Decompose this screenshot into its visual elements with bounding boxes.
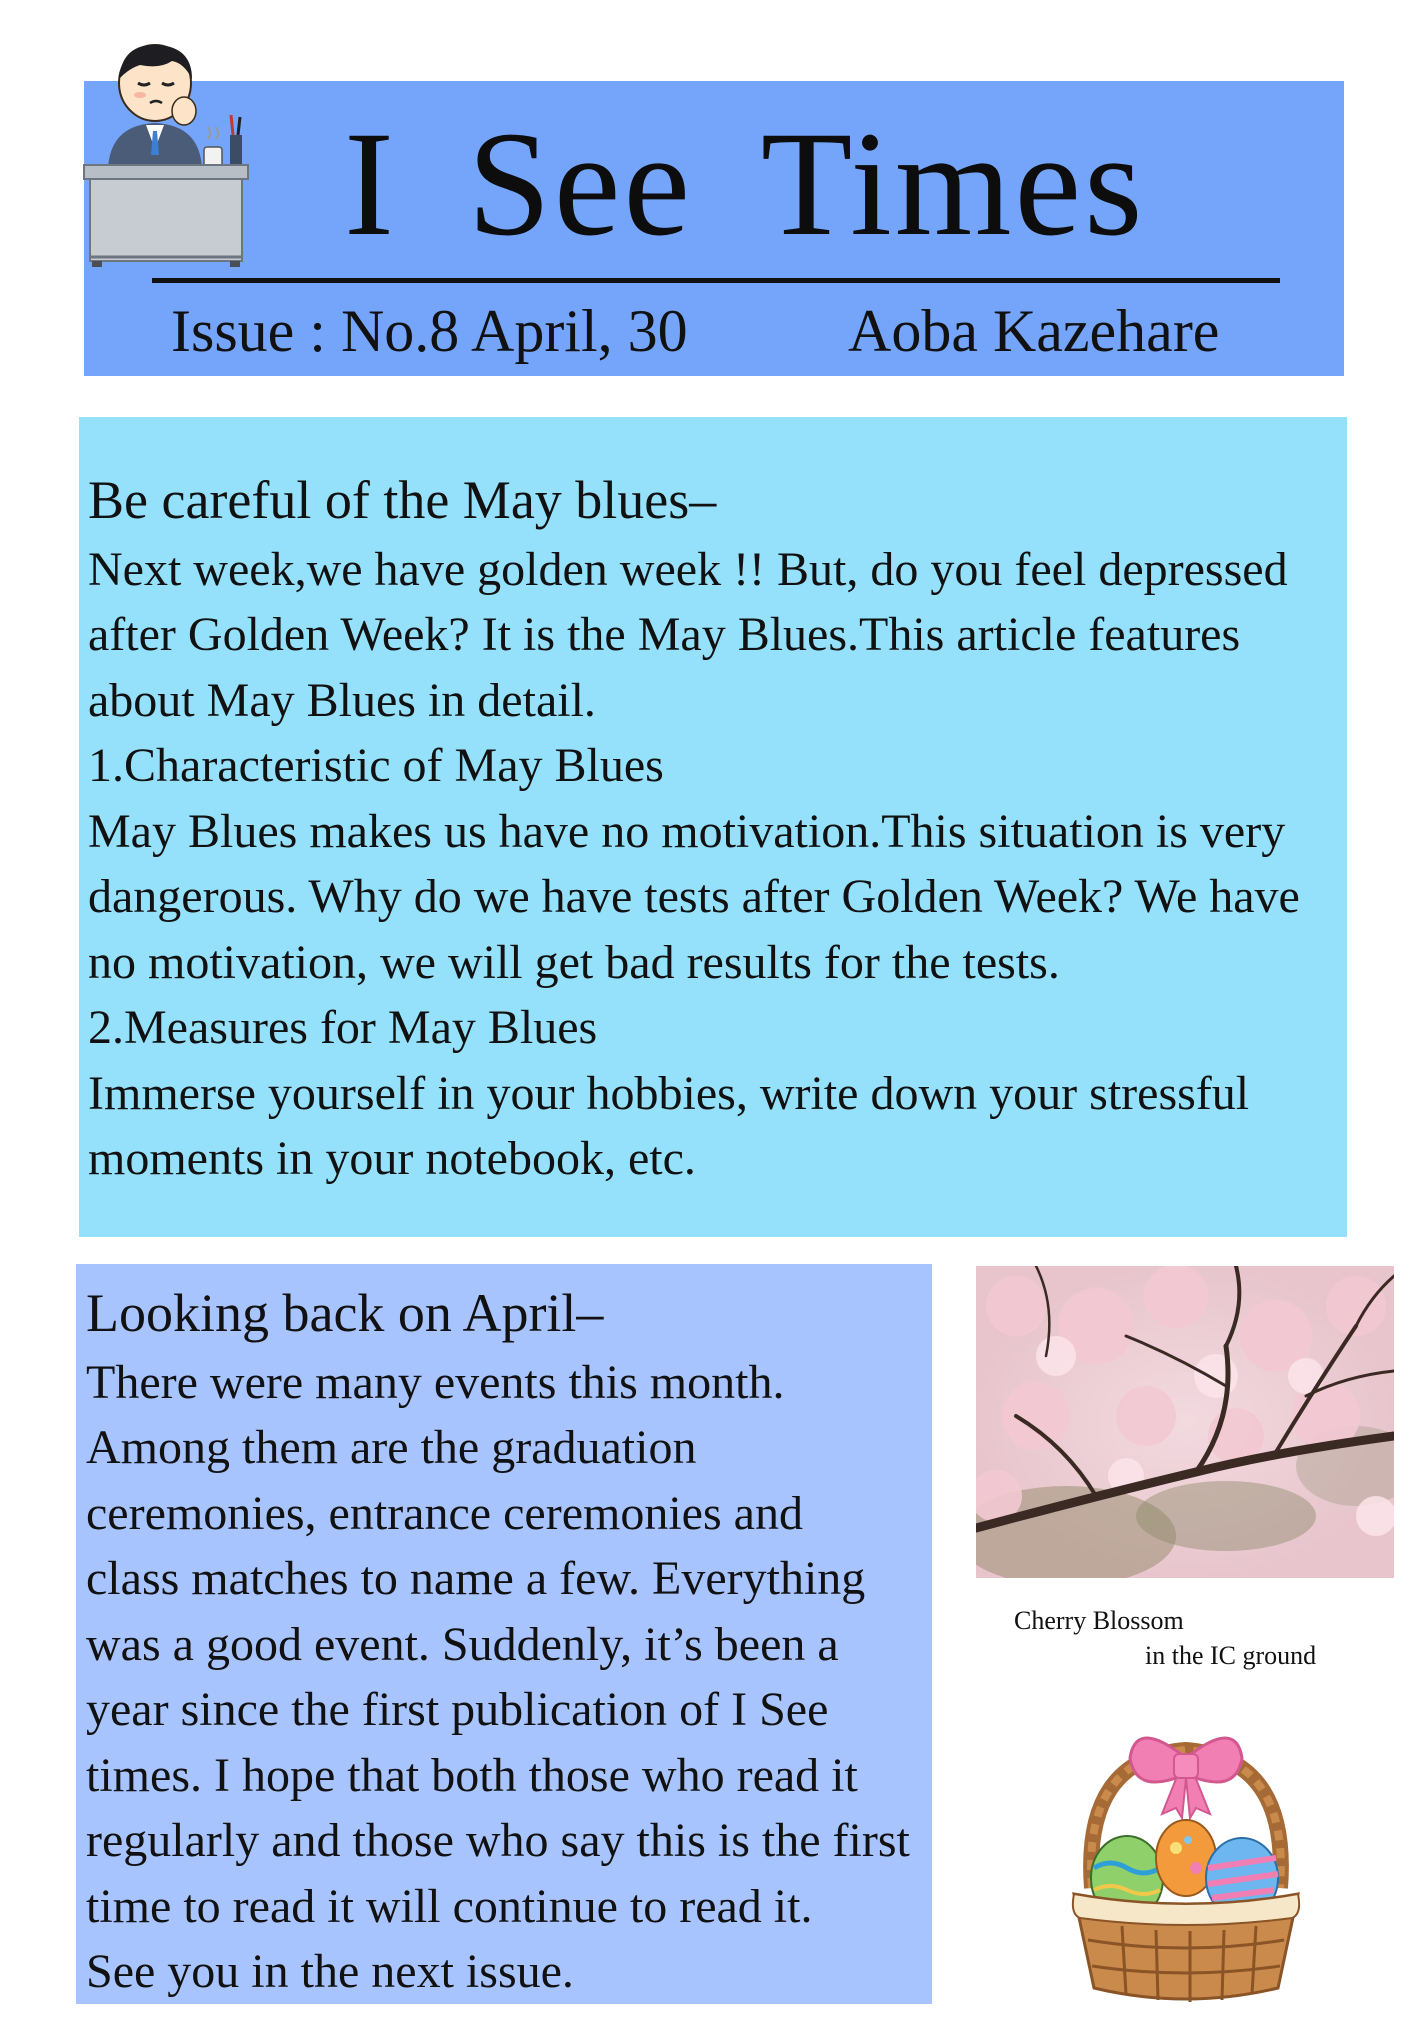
section-heading: 2.Measures for May Blues: [88, 1001, 598, 1054]
tired-office-worker-at-desk-icon: [80, 39, 250, 269]
photo-caption: Cherry Blossom: [1014, 1606, 1184, 1635]
article-heading: Be careful of the May blues–: [88, 470, 717, 530]
article-line: class matches to name a few. Everything: [86, 1552, 866, 1605]
article-heading: Looking back on April–: [86, 1283, 604, 1343]
article-line: after Golden Week? It is the May Blues.This article features: [88, 608, 1241, 661]
cherry-blossom-photo: [976, 1266, 1394, 1578]
article-line: time to read it will continue to read it.: [86, 1880, 813, 1933]
article-line: moments in your notebook, etc.: [88, 1132, 696, 1185]
photo-caption: in the IC ground: [1145, 1641, 1317, 1670]
article-line: was a good event. Suddenly, it’s been a: [86, 1618, 839, 1671]
article-line: regularly and those who say this is the first: [86, 1814, 910, 1867]
title-divider: [152, 278, 1280, 283]
article-line: Immerse yourself in your hobbies, write down your stressful: [88, 1067, 1250, 1120]
masthead: [84, 81, 1344, 376]
article-line: Next week,we have golden week !! But, do you feel depressed: [88, 543, 1288, 596]
author-name: Aoba Kazehare: [848, 298, 1220, 364]
article-line: dangerous. Why do we have tests after Golden Week? We have: [88, 870, 1300, 923]
article-line: See you in the next issue.: [86, 1945, 574, 1998]
april-review-article: [76, 1264, 932, 2004]
article-line: times. I hope that both those who read it: [86, 1749, 858, 1802]
article-line: year since the first publication of I See: [86, 1683, 829, 1736]
article-line: no motivation, we will get bad results for the tests.: [88, 936, 1060, 989]
article-line: Among them are the graduation: [86, 1421, 697, 1474]
article-line: about May Blues in detail.: [88, 674, 596, 727]
article-line: ceremonies, entrance ceremonies and: [86, 1487, 803, 1540]
newspaper-title: I See Times: [344, 101, 1146, 267]
article-line: May Blues makes us have no motivation.This situation is very: [88, 805, 1286, 858]
article-line: There were many events this month.: [86, 1356, 785, 1409]
may-blues-article: [79, 417, 1347, 1237]
easter-egg-basket-icon: [1052, 1718, 1320, 2008]
issue-info: Issue : No.8 April, 30: [171, 298, 688, 364]
section-heading: 1.Characteristic of May Blues: [88, 739, 664, 792]
